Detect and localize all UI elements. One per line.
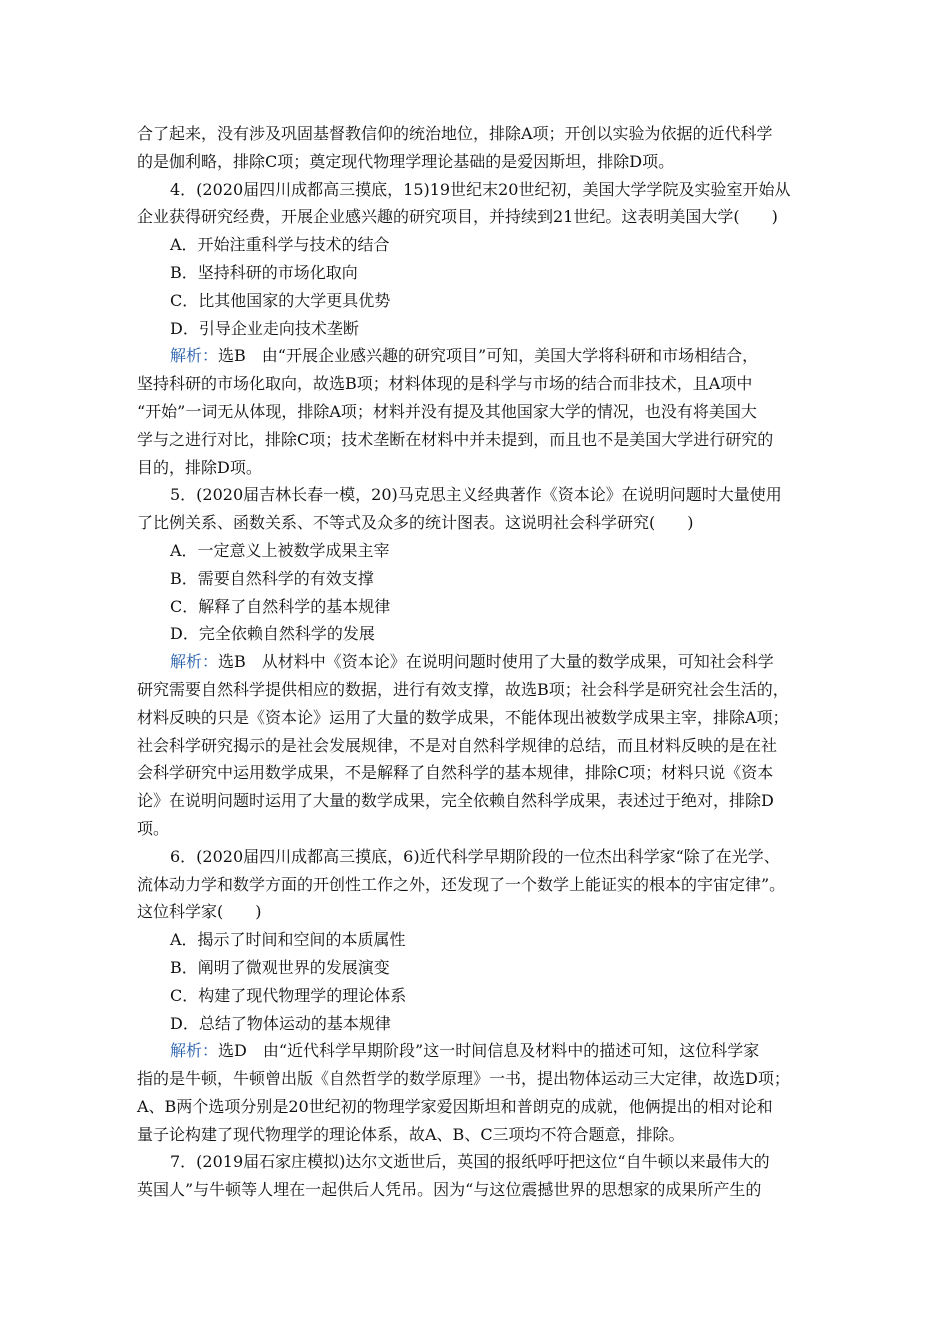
text-line xyxy=(137,370,817,398)
text-line xyxy=(137,481,817,509)
text-line xyxy=(137,1148,817,1176)
text-line xyxy=(137,1065,817,1093)
text-line xyxy=(137,203,817,231)
text-line xyxy=(137,732,817,760)
line-text: B．需要自然科学的有效支撑 xyxy=(170,568,374,588)
answer-option xyxy=(137,287,817,315)
answer-option xyxy=(137,565,817,593)
line-text: 这位科学家( ) xyxy=(137,902,262,922)
line-text: 研究需要自然科学提供相应的数据，进行有效支撑，故选B项；社会科学是研究社会生活的， xyxy=(137,679,789,699)
text-line xyxy=(137,426,817,454)
line-text: C．比其他国家的大学更具优势 xyxy=(170,290,391,310)
line-text: B．阐明了微观世界的发展演变 xyxy=(170,957,390,977)
line-text: 量子论构建了现代物理学的理论体系，故A、B、C三项均不符合题意，排除。 xyxy=(137,1124,685,1144)
line-text: A．一定意义上被数学成果主宰 xyxy=(170,540,390,560)
answer-option xyxy=(137,1010,817,1038)
analysis-label: 解析： xyxy=(170,1041,219,1061)
answer-option xyxy=(137,259,817,287)
line-text: D．总结了物体运动的基本规律 xyxy=(170,1013,391,1033)
line-text: 项。 xyxy=(137,818,170,838)
line-text: 论》在说明问题时运用了大量的数学成果，完全依赖自然科学成果，表述过于绝对，排除D xyxy=(137,791,774,811)
line-text: 会科学研究中运用数学成果，不是解释了自然科学的基本规律，排除C项；材料只说《资本 xyxy=(137,763,774,783)
line-text: D．完全依赖自然科学的发展 xyxy=(170,624,375,644)
answer-option xyxy=(137,315,817,343)
line-text: 选B 从材料中《资本论》在说明问题时使用了大量的数学成果，可知社会科学 xyxy=(218,652,774,672)
answer-option xyxy=(137,982,817,1010)
text-line xyxy=(137,1121,817,1149)
analysis-label: 解析： xyxy=(170,652,219,672)
line-text: C．构建了现代物理学的理论体系 xyxy=(170,985,407,1005)
line-text: 了比例关系、函数关系、不等式及众多的统计图表。这说明社会科学研究( ) xyxy=(137,513,694,533)
line-text: 流体动力学和数学方面的开创性工作之外，还发现了一个数学上能证实的根本的宇宙定律”。 xyxy=(137,874,786,894)
line-text: 合了起来，没有涉及巩固基督教信仰的统治地位，排除A项；开创以实验为依据的近代科学 xyxy=(137,124,773,143)
text-line xyxy=(137,1176,817,1204)
analysis-label: 解析： xyxy=(170,346,219,366)
line-text: A．开始注重科学与技术的结合 xyxy=(170,235,390,255)
answer-option xyxy=(137,954,817,982)
text-line xyxy=(137,454,817,482)
answer-option xyxy=(137,537,817,565)
text-line xyxy=(137,759,817,787)
line-text: 材料反映的只是《资本论》运用了大量的数学成果，不能体现出被数学成果主宰，排除A项； xyxy=(137,707,789,727)
text-line xyxy=(137,120,817,148)
text-line xyxy=(137,787,817,815)
line-text: D．引导企业走向技术垄断 xyxy=(170,318,359,338)
analysis-line xyxy=(137,648,817,676)
answer-option xyxy=(137,231,817,259)
line-text: A．揭示了时间和空间的本质属性 xyxy=(170,930,406,950)
line-text: 选D 由“近代科学早期阶段”这一时间信息及材料中的描述可知，这位科学家 xyxy=(218,1041,760,1061)
line-text: 的是伽利略，排除C项；奠定现代物理学理论基础的是爱因斯坦，排除D项。 xyxy=(137,151,675,171)
text-line xyxy=(137,509,817,537)
text-line xyxy=(137,704,817,732)
analysis-line xyxy=(137,1037,817,1065)
line-text: 坚持科研的市场化取向，故选B项；材料体现的是科学与市场的结合而非技术，且A项中 xyxy=(137,374,753,394)
line-text: 7．(2019届石家庄模拟)达尔文逝世后，英国的报纸呼吁把这位“自牛顿以来最伟大的 xyxy=(170,1152,770,1172)
line-text: 学与之进行对比，排除C项；技术垄断在材料中并未提到，而且也不是美国大学进行研究的 xyxy=(137,429,774,449)
line-text: 社会科学研究揭示的是社会发展规律，不是对自然科学规律的总结，而且材料反映的是在社 xyxy=(137,735,778,755)
answer-option xyxy=(137,620,817,648)
line-text: A、B两个选项分别是20世纪初的物理学家爱因斯坦和普朗克的成就，他俩提出的相对论和 xyxy=(137,1096,773,1116)
text-line xyxy=(137,898,817,926)
text-line xyxy=(137,148,817,176)
analysis-line xyxy=(137,342,817,370)
line-text: 英国人”与牛顿等人埋在一起供后人凭吊。因为“与这位震撼世界的思想家的成果所产生的 xyxy=(137,1180,762,1200)
line-text: 4．(2020届四川成都高三摸底，15)19世纪末20世纪初，美国大学学院及实验室开始从 xyxy=(170,179,791,199)
line-text: “开始”一词无从体现，排除A项；材料并没有提及其他国家大学的情况，也没有将美国大 xyxy=(137,401,757,421)
text-line xyxy=(137,1093,817,1121)
line-text: 选B 由“开展企业感兴趣的研究项目”可知，美国大学将科研和市场相结合， xyxy=(218,346,759,366)
line-text: 6．(2020届四川成都高三摸底，6)近代科学早期阶段的一位杰出科学家“除了在光学、 xyxy=(170,846,780,866)
text-line xyxy=(137,398,817,426)
line-text: B．坚持科研的市场化取向 xyxy=(170,262,358,282)
answer-option xyxy=(137,926,817,954)
text-line xyxy=(137,815,817,843)
text-line xyxy=(137,843,817,871)
document-body xyxy=(137,120,817,1204)
answer-option xyxy=(137,593,817,621)
text-line xyxy=(137,176,817,204)
text-line xyxy=(137,871,817,899)
line-text: C．解释了自然科学的基本规律 xyxy=(170,596,391,616)
text-line xyxy=(137,676,817,704)
line-text: 指的是牛顿，牛顿曾出版《自然哲学的数学原理》一书，提出物体运动三大定律，故选D项； xyxy=(137,1069,790,1089)
line-text: 企业获得研究经费，开展企业感兴趣的研究项目，并持续到21世纪。这表明美国大学( ) xyxy=(137,207,778,227)
line-text: 5．(2020届吉林长春一模，20)马克思主义经典著作《资本论》在说明问题时大量使用 xyxy=(170,485,782,505)
line-text: 目的，排除D项。 xyxy=(137,457,262,477)
